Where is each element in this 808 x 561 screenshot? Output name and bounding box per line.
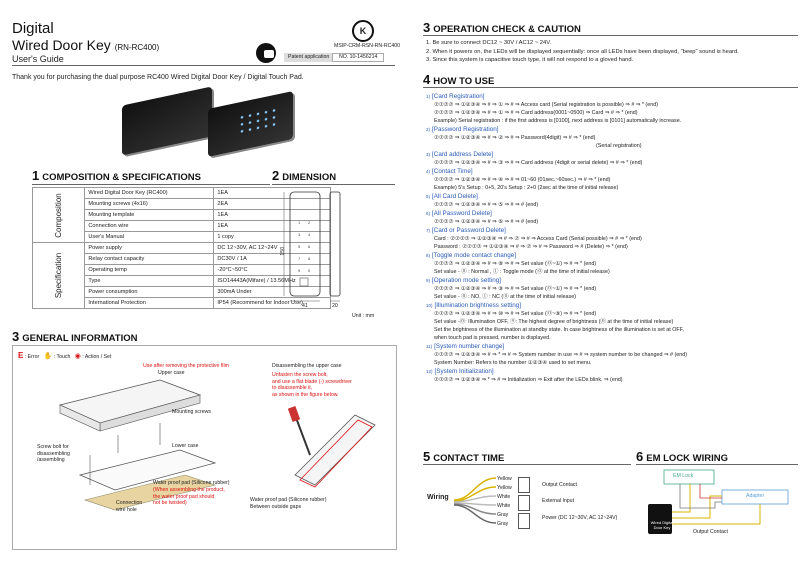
specification-label: Specification: [54, 252, 64, 299]
output-contact-label: Output Contact: [542, 482, 577, 488]
label-mounting-screws: Mounting screws: [172, 409, 211, 415]
step-title: [Operation mode setting]: [432, 277, 501, 284]
svg-text:9: 9: [298, 268, 301, 273]
section1-header: 1 COMPOSITION & SPECIFICATIONS: [32, 168, 201, 183]
cert-code: MSIP-CRM-RSN-RN-RC400: [334, 43, 400, 49]
remove-film-note: Use after removing the protective film: [143, 363, 229, 369]
label-water-pad: Water proof pad (Silicone rubber): [153, 480, 230, 486]
water-pad-note: (When assembling the product, the water proof pad should not be twisted): [153, 487, 225, 506]
step-line: ⑦⑦⑦⑦ ⇒ ①②③④ ⇒ # ⇒ ③ ⇒ # ⇒ Card address (4digit or serial delete) ⇒ # ⇒ * (end): [434, 160, 643, 166]
disassembly-diagram: [280, 405, 390, 500]
op-check-list: [426, 39, 739, 65]
wire-color: Gray: [497, 521, 509, 527]
page-title-line2: Wired Door Key: [12, 37, 111, 53]
product-photo-right: [208, 91, 293, 157]
dim-width: 41: [302, 303, 308, 309]
step-title: [All Card Delete]: [432, 193, 478, 200]
intro-text: Thank you for purchasing the dual purpose RC400 Wired Digital Door Key / Digital Touch Pad.: [12, 74, 304, 81]
kc-cert-mark-icon: K: [352, 20, 374, 42]
adapter-label: Adapter: [746, 493, 765, 499]
spec-value: 300mA Under: [214, 287, 331, 298]
step-title: [Illumination brightness setting]: [434, 302, 521, 309]
step-number: 5): [426, 194, 431, 199]
wire-color: White: [497, 503, 511, 509]
step-line: Set value -⓪: Illumination OFF, ⑨: The highest degree of brightness (⓪ at the time of initial release): [434, 319, 674, 325]
subtitle: User's Guide: [12, 54, 64, 64]
step-title: [Toggle mode contact change]: [432, 252, 517, 259]
step-line: Example) Serial registration : if the first address is [0100], next address is [0101] automatically increase.: [434, 118, 682, 124]
legend: E : Error ✋ : Touch ◉ : Action / Set: [18, 351, 112, 360]
spec-value: IP54 (Recommend for Indoor Use): [214, 298, 331, 309]
label-upper-case: Upper case: [158, 370, 185, 376]
wire-color: Yellow: [497, 476, 512, 482]
step-line: ⑦⑦⑦⑦ ⇒ ①②③④ ⇒ # ⇒ * ⇒ # ⇒ System number in use ⇒ # ⇒ system number to be changed ⇒ # (end): [434, 352, 688, 358]
wire-color: White: [497, 494, 511, 500]
step-number: 9): [426, 278, 431, 283]
svg-text:8: 8: [308, 256, 311, 261]
svg-text:5: 5: [298, 244, 301, 249]
how-to-step: [426, 252, 798, 276]
svg-text:0: 0: [308, 268, 311, 273]
svg-text:6: 6: [308, 244, 311, 249]
step-line: ⑦⑦⑦⑦ ⇒ ①②③④ ⇒ # ⇒ ② ⇒ # ⇒ Password(4digit) ⇒ # ⇒ * (end): [434, 135, 596, 141]
power-label: Power (DC 12~30V, AC 12~24V): [542, 515, 618, 521]
model-name: (RN-RC400): [114, 43, 160, 52]
step-line: ⑦⑦⑦⑦ ⇒ ①②③④ ⇒ # ⇒ ④ ⇒ # ⇒ 01~60 (01sec.~60sec.) ⇒ # ⇒ * (end): [434, 177, 611, 183]
spec-value: 1EA: [214, 188, 331, 199]
section2-header: 2 DIMENSION: [272, 168, 337, 183]
step-title: [Card Registration]: [432, 93, 485, 100]
wire-color-list: [497, 475, 512, 529]
spec-item: Power consumption: [85, 287, 214, 298]
step-line: when touch pad is pressed, number is displayed.: [434, 335, 551, 341]
em-lock-label: EM Lock: [673, 473, 694, 479]
step-number: 6): [426, 211, 431, 216]
spec-item: Mounting template: [85, 210, 214, 221]
how-to-step: [426, 193, 798, 209]
step-number: 3): [426, 152, 431, 157]
step-title: [All Password Delete]: [432, 210, 492, 217]
how-to-step: [426, 93, 798, 125]
step-line: ⑦⑦⑦⑦ ⇒ ①②③④ ⇒ # ⇒ ⑤ ⇒ # ⇒ # (end): [434, 202, 539, 208]
how-to-use-header: 4 HOW TO USE: [423, 72, 495, 87]
svg-text:1: 1: [298, 220, 301, 225]
how-to-step: [426, 277, 798, 301]
action-icon: ◉: [74, 353, 81, 360]
spec-item: Operating temp: [85, 265, 214, 276]
op-check-header: 3 OPERATION CHECK & CAUTION: [423, 20, 581, 35]
spec-value: 1 copy: [214, 232, 331, 243]
step-title: [Card address Delete]: [432, 151, 494, 158]
step-number: 7): [426, 228, 431, 233]
contact-time-header: 5 CONTACT TIME: [423, 449, 505, 464]
op-check-item: 3. Since this system is capacitive touch type, it will not respond to a gloved hand.: [426, 57, 634, 63]
dim-depth: 20: [332, 303, 338, 309]
how-to-step: [426, 168, 798, 192]
how-to-step: [426, 151, 798, 167]
how-to-use-steps: [426, 93, 798, 385]
how-to-step: [426, 227, 798, 251]
svg-text:7: 7: [298, 256, 301, 261]
step-line: ⑦⑦⑦⑦ ⇒ ①②③④ ⇒ # ⇒ ① ⇒ # ⇒ Card address(0001~0500) ⇒ Card ⇒ # ⇒ * (end): [434, 110, 638, 116]
spec-value: 1EA: [214, 221, 331, 232]
spec-item: Power supply: [85, 243, 214, 254]
spec-item: Connection wire: [85, 221, 214, 232]
step-line: Card : ⑦⑦⑦⑦ ⇒ ①②③④ ⇒ # ⇒ ⑦ ⇒ # ⇒ Access Card (Serial possible) ⇒ # ⇒ * (end): [434, 236, 642, 242]
spec-value: DC 12~30V, AC 12~24V: [214, 243, 331, 254]
disassembling-text: Unfasten the screw bolt, and use a flat blade (-) screwdriver to disassemble it, as shown in the figure below.: [272, 372, 352, 398]
spec-item: Relay contact capacity: [85, 254, 214, 265]
spec-item: User's Manual: [85, 232, 214, 243]
step-number: 12): [426, 369, 433, 374]
step-title: [System number change]: [434, 343, 505, 350]
logo-icon: [256, 43, 276, 63]
dim-height: 150: [280, 246, 287, 256]
step-line: Example) 5's Setup : 0+5, 20's Setup : 2+0 (2sec at the time of initial release): [434, 185, 619, 191]
step-number: 10): [426, 303, 433, 308]
title-block: [12, 20, 159, 64]
step-line: ⑦⑦⑦⑦ ⇒ ①②③④ ⇒ # ⇒ ⑥ ⇒ # ⇒ # (end): [434, 219, 539, 225]
spec-item: Mounting screws (4x16): [85, 199, 214, 210]
step-number: 1): [426, 94, 431, 99]
step-line: Set value - ⓪ : Normal , ① : Toggle mode (⓪ at the time of initial release): [434, 269, 610, 275]
label-water-pad2: Water proof pad (Silicone rubber) Between outside gaps: [250, 497, 327, 510]
label-lower-case: Lower case: [172, 443, 199, 449]
step-title: [System Initialization]: [434, 368, 494, 375]
step-number: 11): [426, 344, 433, 349]
touch-icon: ✋: [43, 353, 53, 360]
how-to-step: [426, 302, 798, 342]
wiring-label: Wiring: [427, 494, 449, 501]
door-key-label: Wired Digital Door Key: [650, 520, 674, 530]
dimension-drawing: [278, 190, 388, 310]
spec-item: Type: [85, 276, 214, 287]
patent-label: Patent application: [284, 53, 333, 62]
label-screw-bolt: Screw bolt for disassembling /assembling: [37, 444, 70, 463]
step-title: [Password Registration]: [432, 126, 499, 133]
em-lock-header: 6 EM LOCK WIRING: [636, 449, 729, 464]
how-to-step: [426, 210, 798, 226]
spec-item: International Protection: [85, 298, 214, 309]
op-check-item: 1. Be sure to connect DC12 ~ 30V / AC12 ~ 24V.: [426, 40, 552, 46]
step-title: [Card or Password Delete]: [432, 227, 506, 234]
page-title-line1: Digital: [12, 20, 54, 37]
product-photo-left: [122, 86, 212, 155]
step-number: 8): [426, 253, 431, 258]
step-number: 4): [426, 169, 431, 174]
patent-number: NO. 10-1456214: [332, 53, 384, 62]
step-line: System Number: Refers to the number ①②③④ used to set menu.: [434, 360, 592, 366]
step-line: Set the brightness of the illumination at standby state. In case brightness of the illumination is set at OFF,: [434, 327, 684, 333]
how-to-step: [426, 368, 798, 384]
step-line: Set value - ⓪ : NO, ① : NC (⓪ at the time of initial release): [434, 294, 576, 300]
spec-value: DC30V / 1A: [214, 254, 331, 265]
how-to-step: [426, 343, 798, 367]
section3-header: 3 GENERAL INFORMATION: [12, 329, 138, 344]
wire-color: Yellow: [497, 485, 512, 491]
spec-item: Wired Digital Door Key (RC400): [85, 188, 214, 199]
external-input-label: External Input: [542, 498, 575, 504]
step-line: (Serial registration): [596, 143, 642, 149]
disassembling-title: Disassembling the upper case: [272, 363, 342, 369]
spec-value: 1EA: [214, 210, 331, 221]
em-output-contact-label: Output Contact: [693, 529, 728, 535]
step-line: ⑦⑦⑦⑦ ⇒ ①②③④ ⇒ # ⇒ ⑨ ⇒ # ⇒ Set value (⓪~①) ⇒ # ⇒ * (end): [434, 286, 597, 292]
step-title: [Contact Time]: [432, 168, 473, 175]
step-line: ⑦⑦⑦⑦ ⇒ ①②③④ ⇒ # ⇒ ① ⇒ # ⇒ Access card (Serial registration is possible) ⇒ # ⇒ * (end): [434, 102, 659, 108]
svg-text:4: 4: [308, 232, 311, 237]
wire-color: Gray: [497, 512, 509, 518]
step-line: Password : ⑦⑦⑦⑦ ⇒ ①②③④ ⇒ # ⇒ ⑦ ⇒ # ⇒ Password ⇒ # (Delete) ⇒ * (end): [434, 244, 628, 250]
step-number: 2): [426, 127, 431, 132]
dim-unit: Unit : mm: [352, 313, 375, 319]
spec-value: 2EA: [214, 199, 331, 210]
composition-label: Composition: [54, 192, 64, 238]
spec-value: ISO14443A(Mifare) / 13.56MHz: [214, 276, 331, 287]
step-line: ⑦⑦⑦⑦ ⇒ ①②③④ ⇒ # ⇒ ⑩ ⇒ # ⇒ Set value (⓪~⑨) ⇒ # ⇒ * (end): [434, 311, 597, 317]
step-line: ⑦⑦⑦⑦ ⇒ ①②③④ ⇒ # ⇒ ⑧ ⇒ # ⇒ Set value (⓪~①) ⇒ # ⇒ * (end): [434, 261, 597, 267]
how-to-step: [426, 126, 798, 150]
svg-text:3: 3: [298, 232, 301, 237]
spec-value: -20°C~50°C: [214, 265, 331, 276]
step-line: ⑦⑦⑦⑦ ⇒ ①②③④ ⇒ * ⇒ # ⇒ Initialization ⇒ Exit after the LEDs blink. ⇒ (end): [434, 377, 623, 383]
label-connection-wire: Connection wire hole: [116, 500, 143, 513]
svg-text:2: 2: [308, 220, 311, 225]
op-check-item: 2. When it powers on, the LEDs will be displayed sequentially: once all LEDs have been displayed, "beep" sound is heard.: [426, 48, 739, 55]
